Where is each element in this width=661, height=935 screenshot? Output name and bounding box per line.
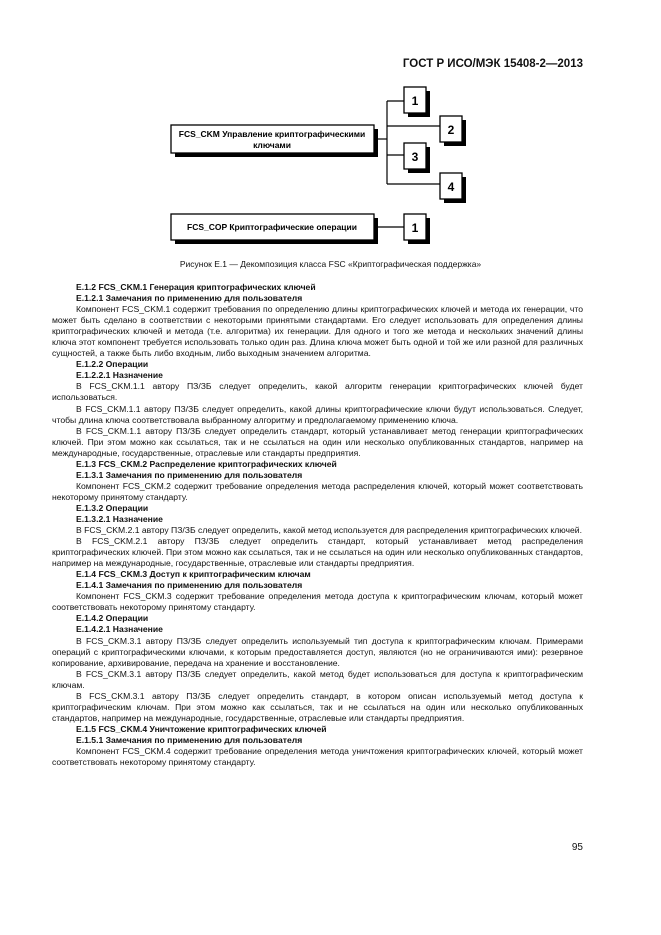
- decomposition-diagram: [0, 0, 661, 250]
- cop-box-label: FCS_COP Криптографические операции: [187, 222, 357, 232]
- body-paragraph: В FCS_CKM.3.1 автору ПЗ/ЗБ следует определить, какой метод будет использоваться для доступа к криптографическим ключам.: [52, 668, 583, 690]
- section-heading: Е.1.2.1 Замечания по применению для пользователя: [76, 293, 303, 304]
- body-paragraph: Компонент FCS_CKM.4 содержит требование определения метода уничтожения криптографических ключей, который может соответствовать некоторому принятому стандарту.: [52, 745, 583, 768]
- body-paragraph: В FCS_CKM.2.1 автору ПЗ/ЗБ следует определить, какой метод используется для распределения криптографических ключей.: [76, 525, 582, 536]
- section-heading: Е.1.4.1 Замечания по применению для пользователя: [76, 580, 303, 591]
- section-heading: Е.1.2.2.1 Назначение: [76, 370, 163, 381]
- section-heading: Е.1.2.2 Операции: [76, 359, 149, 370]
- document-header: ГОСТ Р ИСО/МЭК 15408-2—2013: [402, 58, 583, 70]
- svg-text:3: 3: [411, 150, 419, 164]
- section-heading: Е.1.4.2 Операции: [76, 613, 149, 624]
- ckm-component-4: [440, 173, 466, 203]
- body-paragraph: Компонент FCS_CKM.1 содержит требования по определению длины криптографических ключей и метода их генерации, что может быть сделано в соответствии с некоторыми принятыми стандартами. Его следует использовать для определения длины криптографических ключей и метода (т.е. алгоритма) их генерации. Для одного и того же метода и нескольких значений длины ключа этот компонент требуется использовать только один раз. Длина ключа может быть одной и той же или разной для различных сущностей, а также быть либо входным, либо выходным значением алгоритма.: [52, 304, 583, 359]
- cop-component-1: [404, 214, 430, 244]
- body-paragraph: В FCS_CKM.1.1 автору ПЗ/ЗБ следует определить, какой алгоритм генерации криптографических ключей будет использоваться.: [52, 381, 583, 403]
- ckm-box-label-line2: ключами: [253, 140, 291, 150]
- section-heading: Е.1.3.1 Замечания по применению для пользователя: [76, 469, 303, 480]
- body-paragraph: В FCS_CKM.1.1 автору ПЗ/ЗБ следует определить, какой длины криптографические ключи будут использоваться. Следует, чтобы длина ключа соответствовала выбранному алгоритму и предполагаемому применению ключа.: [52, 403, 583, 425]
- document-body: [52, 282, 583, 768]
- figure-caption: Рисунок Е.1 — Декомпозиция класса FSC «Криптографическая поддержка»: [179, 259, 482, 269]
- ckm-component-3: [404, 143, 430, 173]
- section-heading: Е.1.5.1 Замечания по применению для пользователя: [76, 734, 303, 745]
- body-paragraph: В FCS_CKM.3.1 автору ПЗ/ЗБ следует определить стандарт, в котором описан используемый метод доступа к криптографическим ключам. При этом можно как ссылаться, так и не ссылаться на один или несколько опубликованных стандартов, например на международные, государственные, отраслевые или стандарты предприятия.: [52, 690, 583, 723]
- section-heading: Е.1.3.2 Операции: [76, 502, 149, 513]
- ckm-box-label-line1: FCS_CKM Управление криптографическими: [178, 129, 366, 139]
- svg-text:1: 1: [411, 221, 419, 235]
- ckm-component-1: [404, 87, 430, 117]
- page-number: 95: [571, 842, 583, 853]
- body-paragraph: Компонент FCS_CKM.3 содержит требование определения метода доступа к криптографическим ключам, который может соответствовать некоторому принятому стандарту.: [52, 591, 583, 613]
- body-paragraph: Компонент FCS_CKM.2 содержит требование определения метода распределения ключей, который может соответствовать некоторому принятому стандарту.: [52, 480, 583, 502]
- section-heading: Е.1.2 FCS_CKM.1 Генерация криптографических ключей: [76, 282, 316, 292]
- body-paragraph: В FCS_CKM.2.1 автору ПЗ/ЗБ следует определить стандарт, который устанавливает метод распределения криптографических ключей. При этом можно как ссылаться, так и не ссылаться на один или несколько опубликованных стандартов, например на международные, государственные, отраслевые или стандарты предприятия.: [52, 536, 583, 569]
- section-heading: Е.1.4 FCS_CKM.3 Доступ к криптографическим ключам: [76, 569, 311, 580]
- svg-text:2: 2: [447, 123, 455, 137]
- body-paragraph: В FCS_CKM.1.1 автору ПЗ/ЗБ следует определить стандарт, который устанавливает метод генерации криптографических ключей. При этом можно как ссылаться, так и не ссылаться на один или несколько опубликованных стандартов, например на международные, государственные, отраслевые или стандарты предприятия.: [52, 425, 583, 458]
- svg-text:4: 4: [447, 180, 455, 194]
- ckm-component-2: [440, 116, 466, 146]
- section-heading: Е.1.3.2.1 Назначение: [76, 513, 163, 524]
- section-heading: Е.1.5 FCS_CKM.4 Уничтожение криптографических ключей: [76, 723, 327, 734]
- svg-text:1: 1: [411, 94, 419, 108]
- body-paragraph: В FCS_CKM.3.1 автору ПЗ/ЗБ следует определить используемый тип доступа к криптографическим ключам. Примерами операций с криптографическими ключами, к которым предоставляется доступ, являются (но не ограничиваются ими): резервное копирование, архивирование, передача на хранение и восстановление.: [52, 635, 583, 668]
- section-heading: Е.1.3 FCS_CKM.2 Распределение криптографических ключей: [76, 458, 337, 469]
- section-heading: Е.1.4.2.1 Назначение: [76, 624, 163, 635]
